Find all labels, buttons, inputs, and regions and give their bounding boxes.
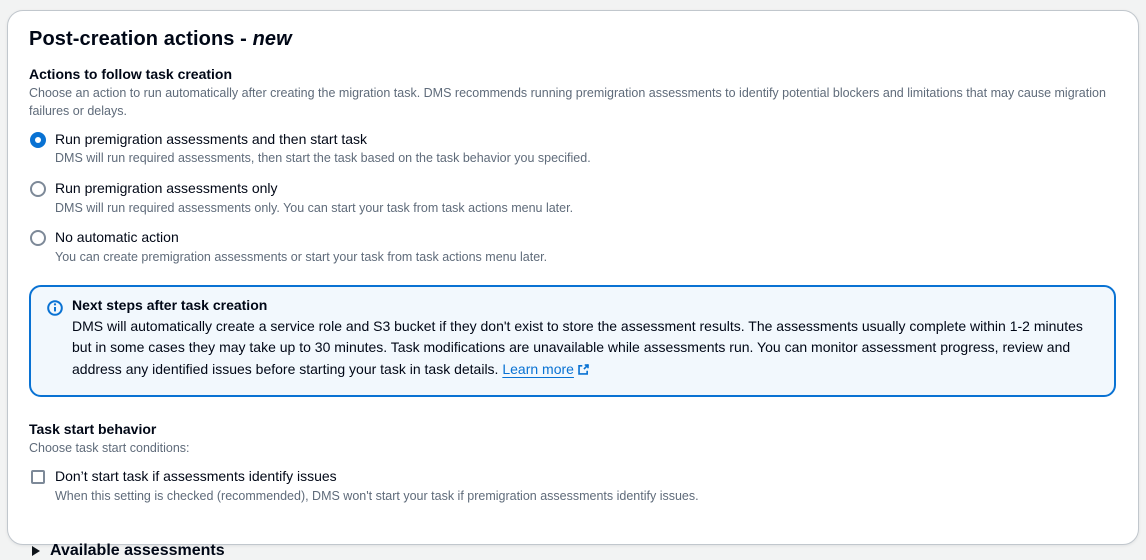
info-icon (47, 300, 63, 321)
radio-option-label: No automatic action (55, 229, 179, 246)
radio-option-label: Run premigration assessments and then start task (55, 130, 368, 147)
actions-section-label: Actions to follow task creation (29, 66, 233, 82)
radio-option-description: You can create premigration assessments or start your task from task actions menu later. (55, 250, 548, 265)
alert-title: Next steps after task creation (72, 296, 268, 313)
checkbox-description: When this setting is checked (recommended), DMS won't start your task if premigration assessments identify issues. (55, 489, 699, 504)
panel-title: Post-creation actions - new (29, 28, 292, 50)
learn-more-link[interactable]: Learn more (502, 361, 590, 377)
radio-button-icon[interactable] (30, 132, 46, 148)
radio-option-no-automatic-action[interactable] (29, 228, 1117, 266)
task-start-description: Choose task start conditions: (29, 440, 190, 455)
checkbox-label: Don’t start task if assessments identify issues (55, 468, 337, 485)
actions-section (29, 66, 1117, 267)
available-assessments-expander[interactable] (29, 542, 1117, 560)
radio-button-icon[interactable] (30, 230, 46, 246)
radio-option-label: Run premigration assessments only (55, 179, 278, 196)
info-alert (29, 285, 1116, 397)
task-start-section (29, 421, 1117, 506)
actions-section-description: Choose an action to run automatically after creating the migration task. DMS recommends running premigration assessments to identify potential blockers and limitations that may cause migration failures or delays. (29, 86, 1106, 118)
radio-option-run-assessments-then-start[interactable] (29, 130, 1117, 168)
radio-button-icon[interactable] (30, 181, 46, 197)
new-badge: new (252, 28, 292, 50)
post-creation-actions-panel (7, 10, 1139, 559)
radio-option-description: DMS will run required assessments, then start the task based on the task behavior you specified. (55, 151, 591, 166)
radio-option-description: DMS will run required assessments only. You can start your task from task actions menu later. (55, 200, 574, 215)
expand-caret-icon (32, 546, 40, 556)
post-creation-radio-group (29, 130, 1117, 267)
task-start-label: Task start behavior (29, 420, 157, 437)
checkbox-icon[interactable] (31, 470, 45, 484)
radio-option-run-assessments-only[interactable] (29, 179, 1117, 217)
external-link-icon (577, 363, 590, 379)
expander-label: Available assessments (50, 541, 225, 559)
checkbox-dont-start-on-issues[interactable] (29, 467, 1117, 505)
alert-body: DMS will automatically create a service role and S3 bucket if they don't exist to store the assessment results. The assessments usually complete within 1-2 minutes but in some cases they may take up to 30 minutes. Task modifications are unavailable while assessments run. You can monitor assessment progress, review and address any identified issues before starting your task in task details. Learn more (72, 317, 1083, 378)
